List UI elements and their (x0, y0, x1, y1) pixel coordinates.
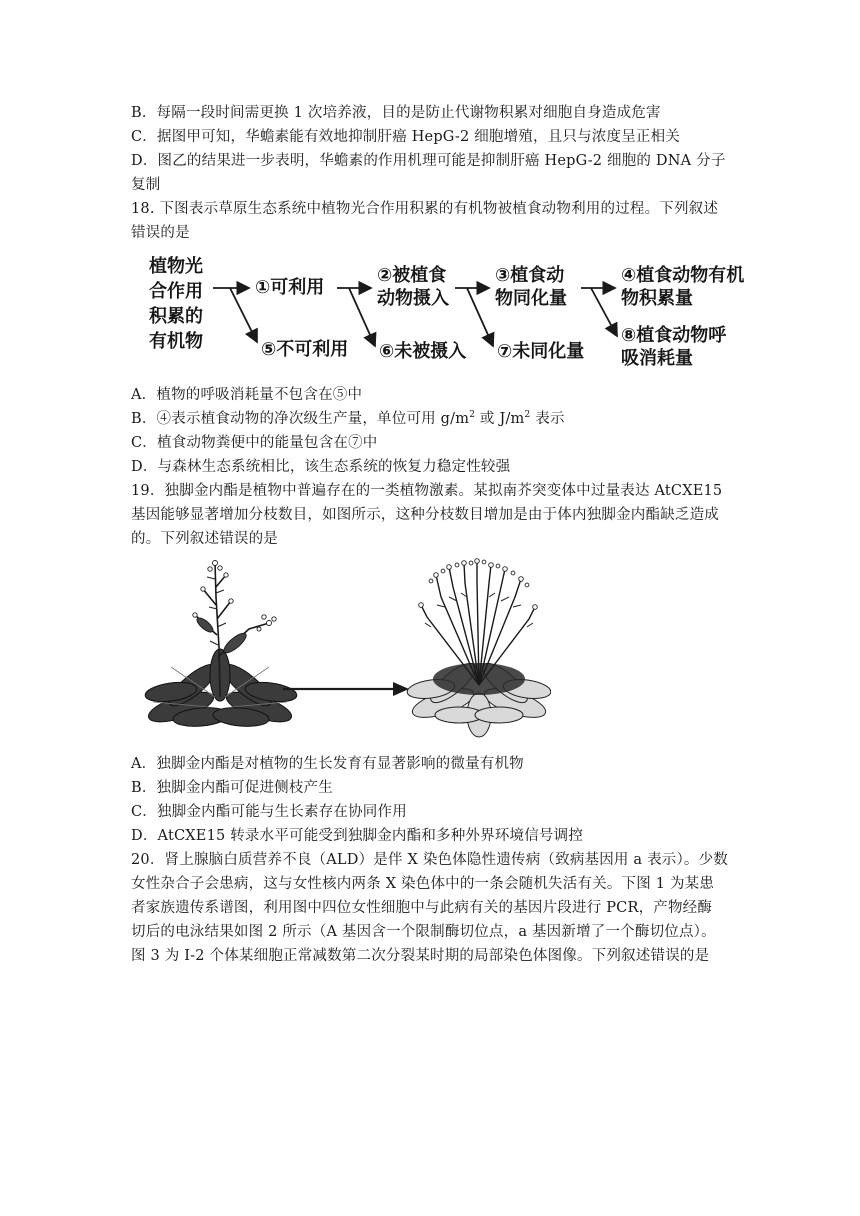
q20-stem-1: 20．肾上腺脑白质营养不良（ALD）是伴 X 染色体隐性遗传病（致病基因用 a 表示）。少数 (131, 852, 729, 868)
q18-option-d: D．与森林生态系统相比，该生态系统的恢复力稳定性较强 (131, 459, 511, 475)
q18-stem-cont: 错误的是 (131, 225, 190, 241)
flow-node-5: ⑤不可利用 (261, 339, 349, 360)
plant-illustration (131, 557, 551, 739)
plant-comparison-figure (131, 557, 551, 739)
q18-option-c: C．植食动物粪便中的能量包含在⑦中 (131, 435, 378, 451)
mutant-plant (406, 559, 551, 737)
q18-option-a: A．植物的呼吸消耗量不包含在⑤中 (131, 387, 363, 403)
flow-node-7: ⑦未同化量 (497, 341, 585, 362)
flow-node-2: ②被植食 动物摄入 (377, 265, 449, 309)
q19-stem-2: 基因能够显著增加分枝数目，如图所示，这种分枝数目增加是由于体内独脚金内酯缺乏造成 (131, 507, 719, 523)
arrow-to-not-ingested (349, 288, 375, 346)
arrow-to-respiration (591, 288, 617, 336)
flow-source: 植物光 合作用 积累的 有机物 (149, 256, 203, 352)
flow-node-6: ⑥未被摄入 (379, 341, 467, 362)
q17-option-b: B．每隔一段时间需更换 1 次培养液，目的是防止代谢物积累对细胞自身造成危害 (131, 105, 661, 121)
energy-flow-diagram (131, 252, 761, 374)
q20-stem-2: 女性杂合子会患病，这与女性核内两条 X 染色体中的一条会随机失活有关。下图 1 为某患 (131, 876, 715, 892)
change-arrow (283, 682, 409, 696)
flow-node-8: ⑧植食动物呼 吸消耗量 (621, 325, 727, 369)
q17-option-d-cont: 复制 (131, 177, 161, 193)
q19-option-b: B．独脚金内酯可促进侧枝产生 (131, 780, 333, 796)
q19-stem-1: 19．独脚金内酯是植物中普遍存在的一类植物激素。某拟南芥突变体中过量表达 AtCXE15 (131, 483, 723, 499)
q20-stem-4: 切后的电泳结果如图 2 所示（A 基因含一个限制酶切位点，a 基因新增了一个酶切位点）。 (131, 924, 716, 940)
q20-stem-5: 图 3 为 I-2 个体某细胞正常减数第二次分裂某时期的局部染色体图像。下列叙述错误的是 (131, 948, 710, 964)
q19-option-a: A．独脚金内酯是对植物的生长发育有显著影响的微量有机物 (131, 756, 524, 772)
arrow-to-unusable (230, 288, 257, 342)
q19-option-c: C．独脚金内酯可能与生长素存在协同作用 (131, 804, 407, 820)
q19-option-d: D．AtCXE15 转录水平可能受到独脚金内酯和多种外界环境信号调控 (131, 828, 584, 844)
arrow-to-not-assimilated (467, 288, 493, 346)
q18-stem: 18. 下图表示草原生态系统中植物光合作用积累的有机物被植食动物利用的过程。下列叙述 (131, 201, 719, 217)
q18-option-b: B．④表示植食动物的净次级生产量，单位可用 $g/m^2$ 或 $J/m^2$ 表示 (131, 410, 565, 427)
q20-stem-3: 者家族遗传系谱图，利用图中四位女性细胞中与此病有关的基因片段进行 PCR，产物经酶 (131, 900, 713, 916)
q17-option-c: C．据图甲可知，华蟾素能有效地抑制肝癌 HepG-2 细胞增殖，且只与浓度呈正相关 (131, 129, 680, 145)
wild-type-plant (144, 561, 298, 729)
q19-stem-3: 的。下列叙述错误的是 (131, 531, 278, 547)
flow-node-3: ③植食动 物同化量 (495, 265, 567, 309)
flow-node-4: ④植食动物有机 物积累量 (621, 265, 745, 309)
flow-node-1: ①可利用 (255, 277, 325, 298)
q17-option-d: D．图乙的结果进一步表明，华蟾素的作用机理可能是抑制肝癌 HepG-2 细胞的 DNA 分子 (131, 153, 726, 169)
